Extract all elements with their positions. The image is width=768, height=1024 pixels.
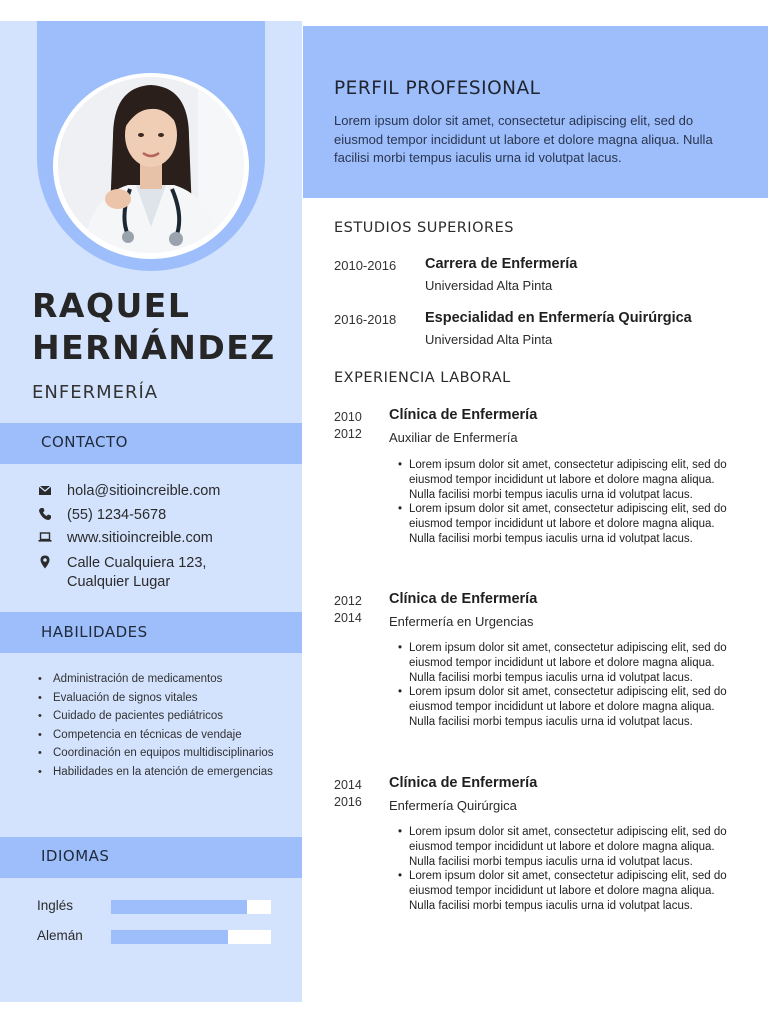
- profile-heading: PERFIL PROFESIONAL: [334, 78, 541, 99]
- laptop-icon: [38, 530, 54, 546]
- language-level-bar: [111, 930, 271, 944]
- language-level-fill: [111, 900, 247, 914]
- education-school: Universidad Alta Pinta: [425, 278, 553, 293]
- education-heading: ESTUDIOS SUPERIORES: [334, 220, 514, 236]
- location-pin-icon: [38, 555, 54, 571]
- skill-item: • Administración de medicamentos: [38, 670, 278, 689]
- profession: ENFERMERÍA: [32, 382, 159, 403]
- website-text: www.sitioincreible.com: [67, 530, 213, 546]
- job-bullet: • Lorem ipsum dolor sit amet, consectetur adipiscing elit, sed do eiusmod tempor incididunt ut labore et dolore magna aliqua. Nulla facilisi morbi tempus iaculis urna id volutpat lacus.: [409, 641, 734, 685]
- education-title: Carrera de Enfermería: [425, 256, 578, 272]
- language-name: Alemán: [37, 928, 83, 943]
- job-start-year: 2014: [334, 778, 362, 792]
- email-text: hola@sitioincreible.com: [67, 483, 221, 499]
- skills-heading: HABILIDADES: [41, 623, 148, 641]
- mail-icon: [38, 483, 54, 499]
- phone-icon: [38, 507, 54, 523]
- job-company: Clínica de Enfermería: [389, 407, 538, 423]
- job-bullets: [409, 825, 734, 914]
- language-name: Inglés: [37, 898, 74, 913]
- job-bullet: • Lorem ipsum dolor sit amet, consectetur adipiscing elit, sed do eiusmod tempor incididunt ut labore et dolore magna aliqua. Nulla facilisi morbi tempus iaculis urna id volutpat lacus.: [409, 869, 734, 913]
- job-bullets: [409, 458, 734, 547]
- job-dates: [334, 409, 362, 443]
- job-end-year: 2016: [334, 795, 362, 809]
- address-line-2: Cualquier Lugar: [67, 574, 171, 590]
- job-bullet: • Lorem ipsum dolor sit amet, consectetur adipiscing elit, sed do eiusmod tempor incididunt ut labore et dolore magna aliqua. Nulla facilisi morbi tempus iaculis urna id volutpat lacus.: [409, 685, 734, 729]
- job-role: Auxiliar de Enfermería: [389, 430, 518, 445]
- job-company: Clínica de Enfermería: [389, 775, 538, 791]
- address-line-1: Calle Cualquiera 123,: [67, 555, 207, 571]
- skill-item: • Cuidado de pacientes pediátricos: [38, 707, 278, 726]
- job-bullet: • Lorem ipsum dolor sit amet, consectetur adipiscing elit, sed do eiusmod tempor incididunt ut labore et dolore magna aliqua. Nulla facilisi morbi tempus iaculis urna id volutpat lacus.: [409, 458, 734, 502]
- skills-list: [38, 670, 278, 782]
- contact-email[interactable]: [38, 482, 220, 501]
- job-dates: [334, 777, 362, 811]
- education-years: 2016-2018: [334, 312, 397, 327]
- job-end-year: 2012: [334, 427, 362, 441]
- contact-website[interactable]: [38, 529, 213, 548]
- languages-heading-bar: [0, 837, 302, 878]
- job-bullet: • Lorem ipsum dolor sit amet, consectetur adipiscing elit, sed do eiusmod tempor incididunt ut labore et dolore magna aliqua. Nulla facilisi morbi tempus iaculis urna id volutpat lacus.: [409, 825, 734, 869]
- phone-text: (55) 1234-5678: [67, 507, 167, 523]
- language-level-bar: [111, 900, 271, 914]
- skills-heading-bar: [0, 612, 302, 653]
- job-start-year: 2010: [334, 410, 362, 424]
- skill-item: • Coordinación en equipos multidisciplinarios: [38, 744, 278, 763]
- contact-heading-bar: [0, 423, 302, 464]
- skill-item: • Evaluación de signos vitales: [38, 689, 278, 708]
- education-years: 2010-2016: [334, 258, 397, 273]
- nurse-portrait-image: [58, 77, 244, 253]
- job-start-year: 2012: [334, 594, 362, 608]
- profile-text: Lorem ipsum dolor sit amet, consectetur adipiscing elit, sed do eiusmod tempor incididunt ut labore et dolore magna aliqua. Nulla facilisi morbi tempus iaculis urna id volutpat lacus.: [334, 113, 713, 165]
- skill-item: • Habilidades en la atención de emergencias: [38, 763, 278, 782]
- job-role: Enfermería en Urgencias: [389, 614, 534, 629]
- job-bullets: [409, 641, 734, 730]
- contact-heading: CONTACTO: [41, 433, 128, 451]
- job-bullet: • Lorem ipsum dolor sit amet, consectetur adipiscing elit, sed do eiusmod tempor incididunt ut labore et dolore magna aliqua. Nulla facilisi morbi tempus iaculis urna id volutpat lacus.: [409, 502, 734, 546]
- experience-heading: EXPERIENCIA LABORAL: [334, 370, 511, 386]
- last-name: HERNÁNDEZ: [32, 328, 276, 367]
- job-role: Enfermería Quirúrgica: [389, 798, 517, 813]
- profile-photo: [58, 77, 244, 253]
- address-text: [67, 554, 206, 592]
- education-title: Especialidad en Enfermería Quirúrgica: [425, 310, 692, 326]
- contact-address: [38, 554, 206, 592]
- first-name: RAQUEL: [32, 286, 191, 325]
- job-end-year: 2014: [334, 611, 362, 625]
- skill-item: • Competencia en técnicas de vendaje: [38, 726, 278, 745]
- job-dates: [334, 593, 362, 627]
- profile-section: [303, 26, 768, 198]
- contact-phone[interactable]: [38, 506, 166, 525]
- person-name: [32, 285, 276, 369]
- language-level-fill: [111, 930, 228, 944]
- job-company: Clínica de Enfermería: [389, 591, 538, 607]
- education-school: Universidad Alta Pinta: [425, 332, 553, 347]
- languages-heading: IDIOMAS: [41, 847, 110, 865]
